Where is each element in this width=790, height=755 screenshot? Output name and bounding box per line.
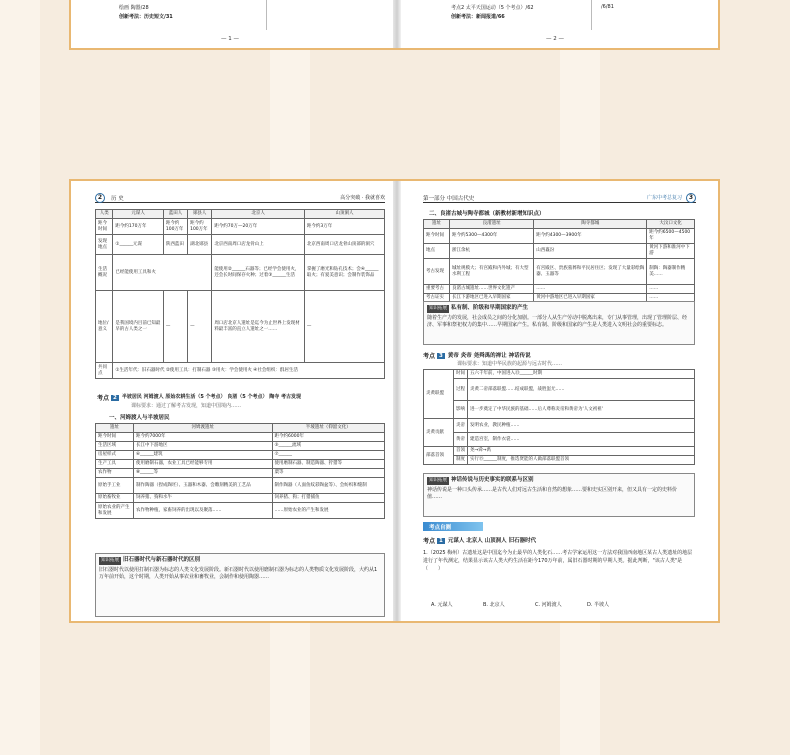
- row-label: 农作物: [96, 469, 134, 478]
- table-cell: —: [188, 291, 212, 363]
- table-cell: 粟等: [272, 469, 385, 478]
- row-label: 距今时间: [424, 229, 450, 244]
- table-cell: 距今约3万年: [304, 219, 384, 235]
- note-text: 神话传说是一种口头传承……是古代人们对远古生活和自然的想象……要和史实区别开来，但又具有一定的史料价值……: [427, 487, 678, 500]
- table-cell: 有宫殿区、贵族墓葬和平民居住区；发现了大量彩绘陶器、玉器等: [534, 259, 647, 285]
- table-cell: 良渚古城遗址……世界文化遗产: [450, 285, 534, 294]
- key-point-label: 考点: [97, 395, 110, 402]
- row-label: 生活概况: [96, 255, 113, 291]
- table-cell: ⑤______流域: [272, 442, 385, 451]
- table-cell: 掌握了磨光和钻孔技术；会④______取火；有爱美意识；会制作装饰品: [304, 255, 384, 291]
- table-cell: 山西襄汾: [534, 244, 647, 259]
- table-cell: 距今约100万年: [163, 219, 187, 235]
- page-header: [423, 193, 696, 203]
- table-cell: 能使用②______石器等；已经学会使用火，还会长时间保存火种；过着③______生活: [212, 255, 305, 291]
- table-header: 山顶洞人: [304, 210, 384, 219]
- key-point-title: 黄帝 炎帝 尧舜禹的禅让 神话传说: [447, 352, 531, 359]
- table-row: [96, 219, 385, 235]
- table-cell: 黄帝: [454, 433, 468, 447]
- table-cell: 长江下游地区已进入早期国家: [450, 294, 534, 303]
- table-cell: 农作物种植，家畜饲养的出现以及聚落……: [134, 503, 273, 519]
- key-point-heading: [423, 536, 536, 545]
- knowledge-note: [423, 301, 695, 345]
- table-cell: 时间: [454, 370, 468, 379]
- table-row: [96, 469, 385, 478]
- table-row: [96, 363, 385, 379]
- note-title: 旧石器时代与新石器时代的区别: [123, 557, 201, 563]
- table-header: 河姆渡遗址: [134, 424, 273, 433]
- table-row: [424, 370, 695, 379]
- top-right-page: [401, 0, 720, 48]
- table-header: 遗址: [96, 424, 134, 433]
- table-cell: —: [304, 291, 384, 363]
- table-cell: 长江中下游地区: [134, 442, 273, 451]
- page-badge: 3: [686, 193, 696, 203]
- part-title: 第一部分 中国古代史: [423, 195, 475, 202]
- table-row: [96, 478, 385, 494]
- cities-table: [423, 219, 695, 303]
- key-point-heading: [423, 351, 531, 360]
- table-row: [96, 235, 385, 255]
- question-text: 1.（2025 梅州）古遗址这是中国迄今为止最早的人类化石……考古学家运用这一方法对我国西南地区某古人类遗址的地层进行了年代测定，结果显示该古人类大约生活在距今170万年前，属旧石器时期的早期人类。据此判断，"该古人类"是（ ）: [423, 550, 693, 572]
- villages-table: [95, 423, 385, 519]
- table-row: [424, 419, 695, 433]
- table-row: [424, 456, 695, 465]
- column-rule: [266, 0, 267, 30]
- toc-line: 绘画 陶器/28: [119, 5, 149, 11]
- key-point-number: 1: [439, 537, 443, 544]
- note-tag: 知识拓展: [429, 478, 447, 483]
- self-test-banner: 考点自测: [423, 522, 483, 531]
- knowledge-note: [423, 473, 695, 517]
- header-tag: 广东中考总复习: [646, 195, 682, 201]
- table-cell: 浙江余杭: [450, 244, 534, 259]
- table-cell: —: [163, 291, 187, 363]
- table-cell: 是我国境内目前已知最早的古人类之一: [113, 291, 163, 363]
- key-point-number: 2: [113, 394, 117, 401]
- table-row: [96, 494, 385, 503]
- table-cell: 陕西蓝田: [163, 235, 187, 255]
- row-label: 部落首领: [424, 447, 454, 465]
- humans-table: [95, 209, 385, 379]
- row-label: 距今时间: [96, 433, 134, 442]
- table-cell: 北京西南周口店龙骨山顶部的洞穴: [304, 235, 384, 255]
- table-cell: 黄河下游和淮河中下游: [647, 244, 695, 259]
- table-cell: ⑥______建筑: [134, 451, 273, 460]
- background-stripe: [0, 0, 40, 755]
- page-number: — 2 —: [546, 36, 564, 42]
- table-row: [96, 255, 385, 291]
- row-label: 重要考古: [424, 285, 450, 294]
- table-cell: 进一步奠定了中华民族的基础……后人尊称炎帝和黄帝为'人文初祖': [468, 401, 695, 419]
- table-cell: 实行⑮______制度，推选贤能的人做部落联盟首领: [468, 456, 695, 465]
- curriculum-note: 课标要求：通过了解考古发现，知道中国境内……: [131, 403, 242, 409]
- toc-line: 创新考法：历史短文/31: [119, 14, 173, 20]
- table-header: 元谋人: [113, 210, 163, 219]
- page-number: — 1 —: [221, 36, 239, 42]
- table-cell: 首领: [454, 447, 468, 456]
- table-row: [96, 460, 385, 469]
- table-cell: 制作陶器（人面鱼纹彩陶盆等）、会纺织和缝制: [272, 478, 385, 494]
- note-text: 随着生产力的发展，社会成员之间的分化加剧。一部分人从生产劳动中脱离出来，专门从事管理，出现了管理阶层、经济、军事和祭祀权力的集中……早期国家产生。私有制、阶级和国家的产生是人类进入文明社会的重要标志。: [427, 315, 688, 328]
- table-row: [96, 442, 385, 451]
- table-cell: 距今约7000年: [134, 433, 273, 442]
- toc-line: 考点2 太平天国运动（5 个考点）/62: [451, 5, 534, 11]
- table-row: [424, 401, 695, 419]
- table-header: 人类: [96, 210, 113, 219]
- subsection-title: 二、良渚古城与陶寺都城（新教材新增知识点）: [429, 211, 545, 217]
- row-label: 距今时间: [96, 219, 113, 235]
- row-label: 共同点: [96, 363, 113, 379]
- table-header: 蓝田人: [163, 210, 187, 219]
- note-heading: [427, 476, 691, 485]
- row-label: 地点: [424, 244, 450, 259]
- table-cell: ……: [647, 285, 695, 294]
- table-cell: 尧→舜→禹: [468, 447, 695, 456]
- table-row: [424, 244, 695, 259]
- table-header: 遗址: [424, 220, 450, 229]
- table-cell: 饲养猪、狗；打猎捕鱼: [272, 494, 385, 503]
- table-cell: 湖北郧县: [188, 235, 212, 255]
- row-label: 生产工具: [96, 460, 134, 469]
- table-cell: 发明农业，教民种植……: [468, 419, 695, 433]
- header-slogan: 高分突破 · 我就喜欢: [340, 195, 385, 201]
- row-label: 发现地点: [96, 235, 113, 255]
- top-book-spread: [69, 0, 720, 50]
- table-row: [424, 379, 695, 401]
- table-cell: 五六千年前，中国进入⑬______时期: [468, 370, 695, 379]
- row-label: 生活区域: [96, 442, 134, 451]
- key-point-number: 3: [439, 352, 443, 359]
- curriculum-note: 课标要求：知道中华民族的起源与远古时代……: [457, 361, 563, 367]
- row-label: 考古发现: [424, 259, 450, 285]
- key-point-heading: [97, 393, 301, 402]
- table-row: [424, 229, 695, 244]
- row-label: 考古证实: [424, 294, 450, 303]
- note-title: 私有制、阶级和早期国家的产生: [451, 305, 529, 311]
- table-cell: ①______元谋: [113, 235, 163, 255]
- note-text: 旧石器时代以使用打制石器为标志的人类文化发展阶段。新石器时代以使用磨制石器为标志的人类物质文化发展阶段，大约从1万年前开始，这个时期，人类开始从事农业和畜牧业，会制作和使用陶器……: [99, 567, 378, 580]
- book-spine: [393, 0, 401, 48]
- subject-label: 历 史: [111, 195, 124, 202]
- toc-line: 创新考法：新闻报道/66: [451, 14, 505, 20]
- row-label: 房屋样式: [96, 451, 134, 460]
- table-row: [96, 503, 385, 519]
- toc-line: /6/81: [601, 4, 614, 10]
- table-cell: 已经能使用工具和火: [113, 255, 212, 291]
- row-label: 炎黄联盟: [424, 370, 454, 419]
- table-header: 郧县人: [188, 210, 212, 219]
- key-point-title: 半坡居民 河姆渡人 原始农耕生活（5 个考点） 良渚（5 个考点） 陶寺 考古发现: [121, 394, 301, 400]
- right-page: [401, 181, 720, 621]
- knowledge-note: [95, 553, 385, 617]
- table-cell: 制陶：陶器制作精美……: [647, 259, 695, 285]
- table-cell: ……: [534, 285, 647, 294]
- table-header: 良渚遗址: [450, 220, 534, 229]
- choice-c[interactable]: C. 河姆渡人: [535, 602, 562, 608]
- table-row: [96, 291, 385, 363]
- key-point-title: 元谋人 北京人 山顶洞人 旧石器时代: [447, 537, 537, 544]
- table-header: 北京人: [212, 210, 305, 219]
- page-header: [95, 193, 385, 203]
- key-point-label: 考点: [423, 538, 436, 545]
- book-spine: [393, 181, 401, 621]
- table-row: [96, 433, 385, 442]
- table-cell: 距今约100万年: [188, 219, 212, 235]
- note-heading: [427, 304, 691, 313]
- table-cell: ⑧______等: [134, 469, 273, 478]
- table-row: [424, 285, 695, 294]
- legend-table: [423, 369, 695, 465]
- answer-choices: [431, 601, 639, 608]
- table-header: 陶寺都城: [534, 220, 647, 229]
- table-cell: 影响: [454, 401, 468, 419]
- table-cell: 使用磨制石器，农业工具已经能够专用: [134, 460, 273, 469]
- table-cell: 距今约6500—4500年: [647, 229, 695, 244]
- row-label: 地位/意义: [96, 291, 113, 363]
- main-book-spread: [69, 179, 720, 623]
- page-badge: 2: [95, 193, 105, 203]
- table-row: [424, 447, 695, 456]
- table-header: 大汶口文化: [647, 220, 695, 229]
- table-cell: 距今约5300—4300年: [450, 229, 534, 244]
- table-cell: 周口店北京人遗址是迄今为止世界上发现材料最丰富的直立人遗址之一……: [212, 291, 305, 363]
- table-cell: 过程: [454, 379, 468, 401]
- table-cell: 饲养猪、狗和水牛: [134, 494, 273, 503]
- choice-b[interactable]: B. 北京人: [483, 602, 505, 608]
- note-title: 神话传说与历史事实的联系与区别: [451, 477, 534, 483]
- key-point-label: 考点: [423, 353, 436, 360]
- subsection-title: 一、河姆渡人与半坡居民: [109, 415, 170, 421]
- table-cell: 距今约6000年: [272, 433, 385, 442]
- table-cell: 炎帝: [454, 419, 468, 433]
- top-left-page: [71, 0, 393, 48]
- table-row: [96, 451, 385, 460]
- table-cell: ①生活年代：旧石器时代 ②使用工具：打制石器 ③用火：学会使用火 ④社会组织：群居生活: [113, 363, 385, 379]
- table-cell: 距今约170万年: [113, 219, 163, 235]
- table-cell: 北京西南周口店龙骨山上: [212, 235, 305, 255]
- table-cell: 制作陶器（捏成陶坯）、玉器和木器、会雕刻精美的工艺品: [134, 478, 273, 494]
- row-label: 原始畜牧业: [96, 494, 134, 503]
- table-cell: 制度: [454, 456, 468, 465]
- row-label: 炎黄贡献: [424, 419, 454, 447]
- table-header: 半坡遗址（仰韶文化）: [272, 424, 385, 433]
- row-label: 原始手工业: [96, 478, 134, 494]
- table-cell: 距今约70万—20万年: [212, 219, 305, 235]
- table-cell: ……原始农业的产生和发展: [272, 503, 385, 519]
- table-cell: 城址规模大；有宫殿和内外城；有大型水利工程: [450, 259, 534, 285]
- table-cell: 距今约4300—3900年: [534, 229, 647, 244]
- table-cell: ……: [647, 294, 695, 303]
- table-cell: 使用磨制石器、制造陶器、狩猎等: [272, 460, 385, 469]
- table-cell: 黄河中游地区已进入早期国家: [534, 294, 647, 303]
- choice-d[interactable]: D. 半坡人: [587, 602, 610, 608]
- choice-a[interactable]: A. 元谋人: [431, 602, 453, 608]
- table-row: [424, 259, 695, 285]
- table-cell: 炎黄二帝部落联盟……结成联盟，战胜蚩尤……: [468, 379, 695, 401]
- column-rule: [591, 0, 592, 30]
- table-cell: 建造宫室，制作衣裳……: [468, 433, 695, 447]
- note-tag: 知识拓展: [101, 558, 119, 563]
- note-tag: 知识拓展: [429, 306, 447, 311]
- table-cell: ⑦______: [272, 451, 385, 460]
- table-row: [424, 433, 695, 447]
- row-label: 原始农业的产生和发展: [96, 503, 134, 519]
- left-page: [71, 181, 393, 621]
- note-heading: [99, 556, 381, 565]
